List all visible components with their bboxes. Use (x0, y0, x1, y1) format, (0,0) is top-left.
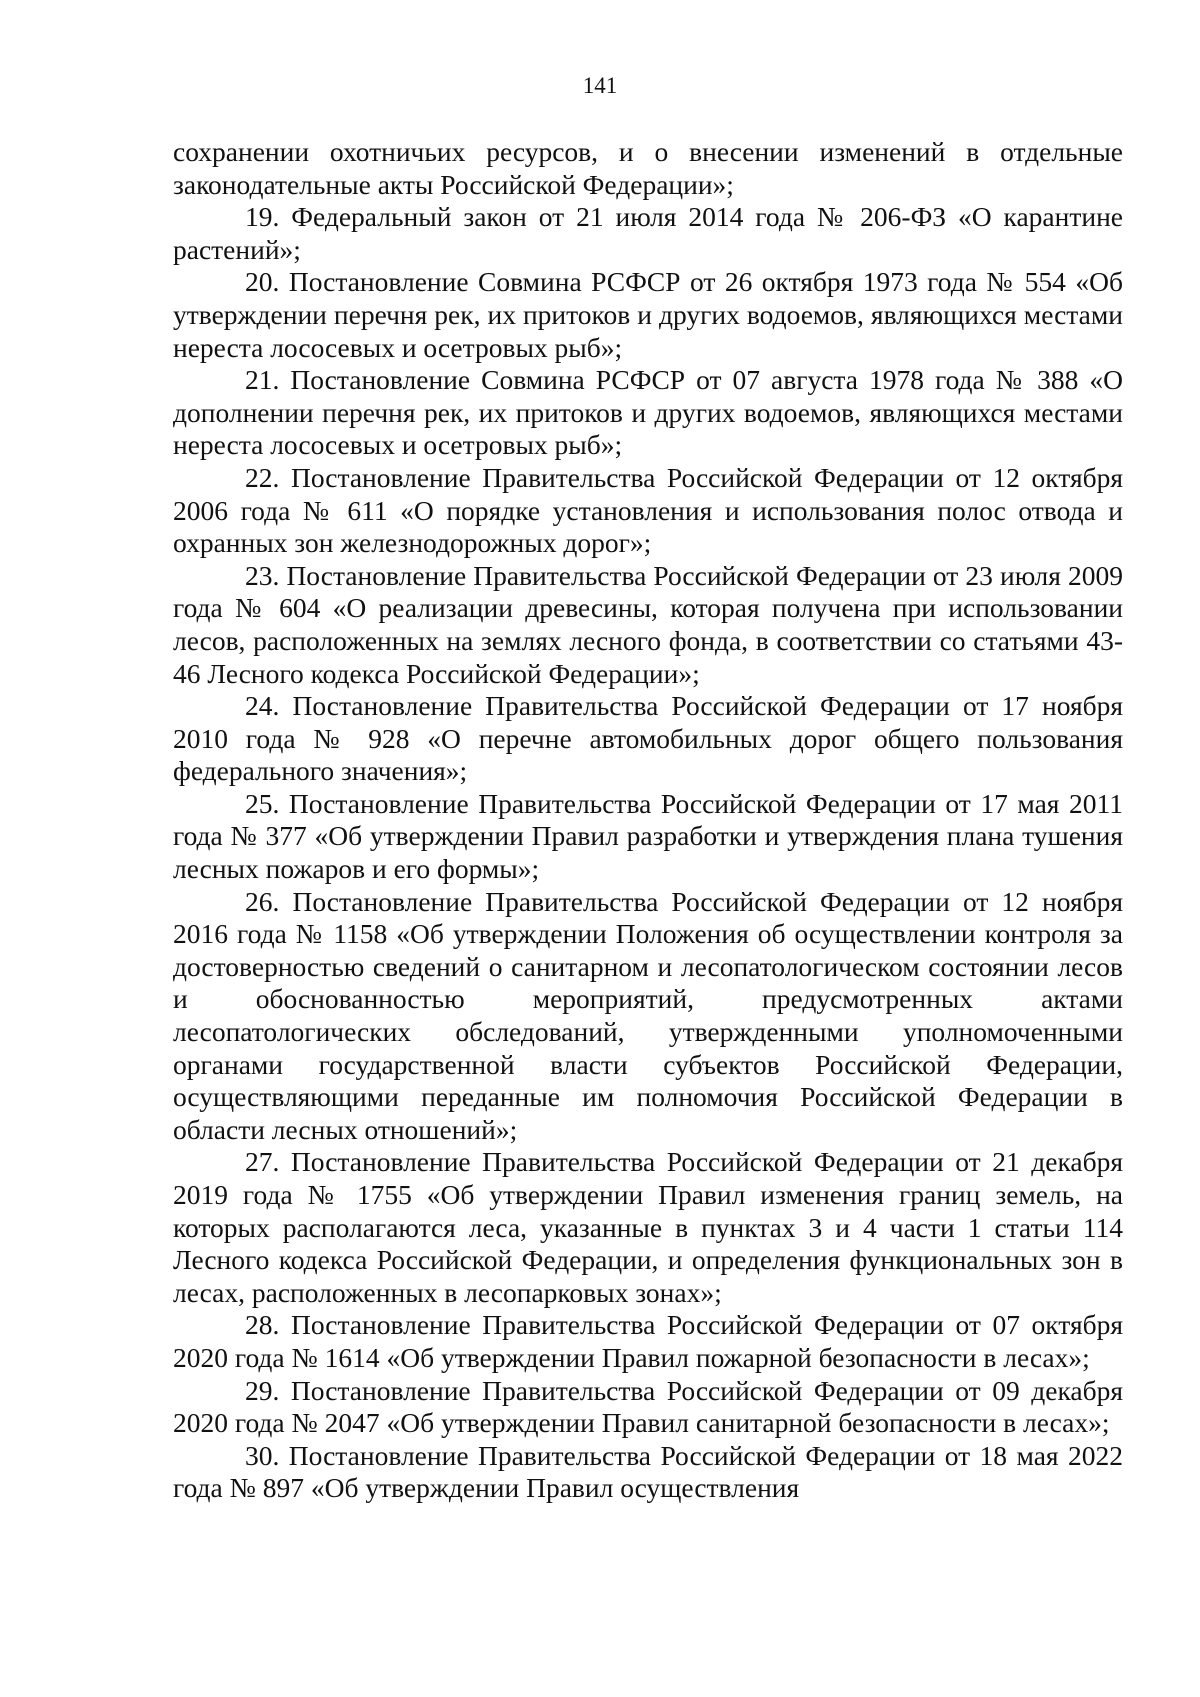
document-body (173, 136, 1123, 1505)
list-item-19: 19. Федеральный закон от 21 июля 2014 года № 206-ФЗ «О карантине растений»; (173, 201, 1123, 265)
list-item-29: 29. Постановление Правительства Российской Федерации от 09 декабря 2020 года № 2047 «Об утверждении Правил санитарной безопасности в лесах»; (173, 1374, 1123, 1439)
paragraph-continuation: сохранении охотничьих ресурсов, и о внесении изменений в отдельные законодательные акты Российской Федерации»; (173, 136, 1123, 200)
list-item-22: 22. Постановление Правительства Российской Федерации от 12 октября 2006 года № 611 «О порядке установления и использования полос отвода и охранных зон железнодорожных дорог»; (173, 461, 1123, 559)
list-item-23: 23. Постановление Правительства Российской Федерации от 23 июля 2009 года № 604 «О реализации древесины, которая получена при использовании лесов, расположенных на землях лесного фонда, в соответствии со статьями 43-46 Лесного кодекса Российской Федерации»; (173, 559, 1123, 689)
list-item-27: 27. Постановление Правительства Российской Федерации от 21 декабря 2019 года № 1755 «Об утверждении Правил изменения границ земель, на которых располагаются леса, указанные в пунктах 3 и 4 части 1 статьи 114 Лесного кодекса Российской Федерации, и определения функциональных зон в лесах, расположенных в лесопарковых зонах»; (173, 1146, 1123, 1308)
page-number: 141 (582, 73, 618, 98)
list-item-21: 21. Постановление Совмина РСФСР от 07 августа 1978 года № 388 «О дополнении перечня рек, их притоков и других водоемов, являющихся местами нереста лососевых и осетровых рыб»; (173, 364, 1123, 461)
list-item-24: 24. Постановление Правительства Российской Федерации от 17 ноября 2010 года № 928 «О перечне автомобильных дорог общего пользования федерального значения»; (173, 690, 1123, 787)
list-item-20: 20. Постановление Совмина РСФСР от 26 октября 1973 года № 554 «Об утверждении перечня рек, их притоков и других водоемов, являющихся местами нереста лососевых и осетровых рыб»; (173, 266, 1123, 363)
list-item-26: 26. Постановление Правительства Российской Федерации от 12 ноября 2016 года № 1158 «Об утверждении Положения об осуществлении контроля за достоверностью сведений о санитарном и лесопатологическом состоянии лесов и обоснованностью мероприятий, предусмотренных актами лесопатологических обследований, утвержденными уполномоченными органами государственной власти субъектов Российской Федерации, осуществляющими переданные им полномочия Российской Федерации в области лесных отношений»; (173, 885, 1123, 1145)
list-item-25: 25. Постановление Правительства Российской Федерации от 17 мая 2011 года № 377 «Об утверждении Правил разработки и утверждения плана тушения лесных пожаров и его формы»; (173, 787, 1123, 885)
list-item-30: 30. Постановление Правительства Российской Федерации от 18 мая 2022 года № 897 «Об утверждении Правил осуществления (173, 1439, 1123, 1504)
list-item-28: 28. Постановление Правительства Российской Федерации от 07 октября 2020 года № 1614 «Об утверждении Правил пожарной безопасности в лесах»; (173, 1309, 1123, 1373)
